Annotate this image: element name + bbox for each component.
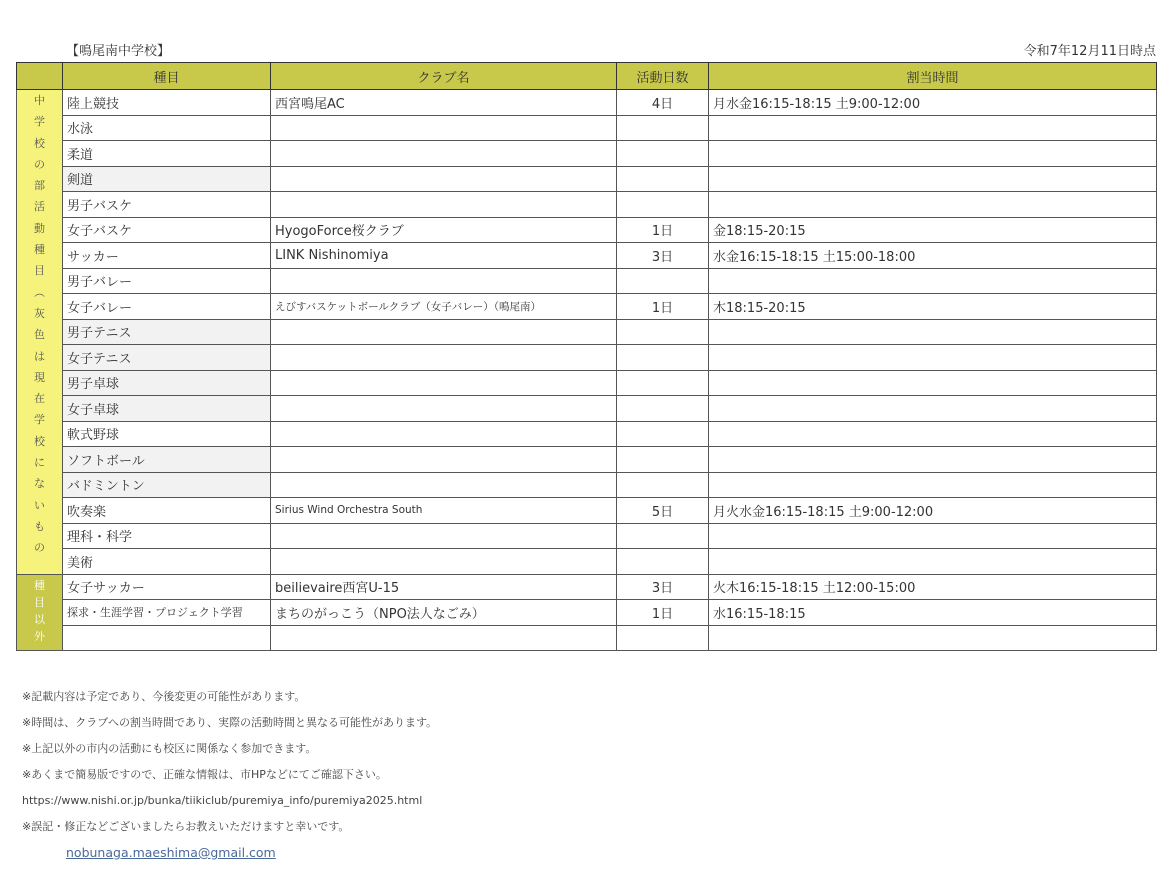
club-sports-side-label: 中 学 校 の 部 活 動 種 目 ︵ 灰 色 は 現 在 学 校 に な い も の	[17, 90, 63, 575]
table-row	[17, 268, 1157, 294]
time-cell	[709, 319, 1157, 345]
note: ※上記以外の市内の活動にも校区に関係なく参加できます。	[22, 742, 317, 755]
days-cell: 1日	[617, 217, 709, 243]
time-cell	[709, 472, 1157, 498]
days-cell	[617, 472, 709, 498]
club-cell: HyogoForce桜クラブ	[271, 217, 617, 243]
sport-cell: 女子バスケ	[63, 217, 271, 243]
time-cell	[709, 523, 1157, 549]
days-cell: 3日	[617, 574, 709, 600]
time-cell: 火木16:15-18:15 土12:00-15:00	[709, 574, 1157, 600]
club-cell	[271, 166, 617, 192]
sport-cell: 陸上競技	[63, 90, 271, 116]
table-row	[17, 396, 1157, 422]
days-cell	[617, 268, 709, 294]
table-row	[17, 625, 1157, 651]
days-cell	[617, 421, 709, 447]
club-cell	[271, 319, 617, 345]
table-row	[17, 600, 1157, 626]
time-cell	[709, 549, 1157, 575]
club-cell	[271, 370, 617, 396]
time-cell: 水16:15-18:15	[709, 600, 1157, 626]
col-header-club: クラブ名	[271, 63, 617, 90]
table-row	[17, 549, 1157, 575]
table-row	[17, 498, 1157, 524]
as-of-date: 令和7年12月11日時点	[1023, 44, 1156, 59]
time-cell	[709, 447, 1157, 473]
time-cell	[709, 421, 1157, 447]
club-cell	[271, 472, 617, 498]
reference-url[interactable]: https://www.nishi.or.jp/bunka/tiikiclub/puremiya_info/puremiya2025.html	[22, 794, 423, 807]
table-row	[17, 447, 1157, 473]
table-row	[17, 294, 1157, 320]
time-cell	[709, 268, 1157, 294]
note: ※時間は、クラブへの割当時間であり、実際の活動時間と異なる可能性があります。	[22, 716, 438, 729]
table-row	[17, 166, 1157, 192]
note: ※記載内容は予定であり、今後変更の可能性があります。	[22, 690, 306, 703]
sport-cell: 軟式野球	[63, 421, 271, 447]
days-cell	[617, 345, 709, 371]
days-cell	[617, 166, 709, 192]
days-cell: 3日	[617, 243, 709, 269]
days-cell	[617, 549, 709, 575]
days-cell: 1日	[617, 600, 709, 626]
club-cell: 西宮鳴尾AC	[271, 90, 617, 116]
sport-cell	[63, 625, 271, 651]
sport-cell: 剣道	[63, 166, 271, 192]
sport-cell: 女子卓球	[63, 396, 271, 422]
table-row	[17, 141, 1157, 167]
school-name: 【鳴尾南中学校】	[66, 44, 171, 59]
sport-cell: サッカー	[63, 243, 271, 269]
days-cell	[617, 192, 709, 218]
time-cell	[709, 625, 1157, 651]
sport-cell: 女子サッカー	[63, 574, 271, 600]
club-cell	[271, 549, 617, 575]
club-cell: えびすバスケットボールクラブ（女子バレー）（鳴尾南）	[271, 294, 617, 320]
corner-cell	[17, 63, 63, 90]
table-row	[17, 115, 1157, 141]
club-cell	[271, 192, 617, 218]
table-row	[17, 421, 1157, 447]
days-cell	[617, 141, 709, 167]
time-cell: 木18:15-20:15	[709, 294, 1157, 320]
days-cell: 5日	[617, 498, 709, 524]
days-cell	[617, 523, 709, 549]
time-cell	[709, 396, 1157, 422]
table-row	[17, 217, 1157, 243]
other-side-label: 種 目 以 外	[17, 574, 63, 651]
sport-cell: 女子バレー	[63, 294, 271, 320]
notes	[22, 684, 437, 866]
sport-cell: 男子バスケ	[63, 192, 271, 218]
club-cell	[271, 421, 617, 447]
table-body	[17, 90, 1157, 651]
col-header-time: 割当時間	[709, 63, 1157, 90]
time-cell	[709, 345, 1157, 371]
days-cell	[617, 447, 709, 473]
days-cell: 4日	[617, 90, 709, 116]
club-cell	[271, 141, 617, 167]
days-cell	[617, 370, 709, 396]
col-header-sport: 種目	[63, 63, 271, 90]
time-cell: 月火水金16:15-18:15 土9:00-12:00	[709, 498, 1157, 524]
club-cell	[271, 345, 617, 371]
sport-cell: 男子卓球	[63, 370, 271, 396]
club-cell	[271, 625, 617, 651]
days-cell: 1日	[617, 294, 709, 320]
club-cell	[271, 396, 617, 422]
club-cell: LINK Nishinomiya	[271, 243, 617, 269]
time-cell	[709, 370, 1157, 396]
time-cell	[709, 141, 1157, 167]
days-cell	[617, 396, 709, 422]
email-link[interactable]: nobunaga.maeshima@gmail.com	[66, 845, 276, 860]
table-row	[17, 370, 1157, 396]
days-cell	[617, 319, 709, 345]
club-table	[16, 62, 1157, 651]
sport-cell: 水泳	[63, 115, 271, 141]
table-row	[17, 90, 1157, 116]
sport-cell: 美術	[63, 549, 271, 575]
club-cell	[271, 115, 617, 141]
sport-cell: 吹奏楽	[63, 498, 271, 524]
note: ※あくまで簡易版ですので、正確な情報は、市HPなどにてご確認下さい。	[22, 768, 387, 781]
time-cell: 水金16:15-18:15 土15:00-18:00	[709, 243, 1157, 269]
sport-cell: バドミントン	[63, 472, 271, 498]
club-cell: beilievaire西宮U-15	[271, 574, 617, 600]
sport-cell: 男子バレー	[63, 268, 271, 294]
club-cell: Sirius Wind Orchestra South	[271, 498, 617, 524]
table-row	[17, 472, 1157, 498]
table-row	[17, 574, 1157, 600]
sport-cell: 探求・生涯学習・プロジェクト学習	[63, 600, 271, 626]
time-cell: 月水金16:15-18:15 土9:00-12:00	[709, 90, 1157, 116]
sport-cell: 男子テニス	[63, 319, 271, 345]
note: ※誤記・修正などございましたらお教えいただけますと幸いです。	[22, 820, 350, 833]
club-cell	[271, 523, 617, 549]
time-cell	[709, 166, 1157, 192]
table-row	[17, 192, 1157, 218]
days-cell	[617, 115, 709, 141]
club-cell	[271, 268, 617, 294]
table-row	[17, 243, 1157, 269]
club-cell: まちのがっこう（NPO法人なごみ）	[271, 600, 617, 626]
header-row	[17, 63, 1157, 90]
club-cell	[271, 447, 617, 473]
col-header-days: 活動日数	[617, 63, 709, 90]
sport-cell: ソフトボール	[63, 447, 271, 473]
sport-cell: 柔道	[63, 141, 271, 167]
table-row	[17, 523, 1157, 549]
time-cell	[709, 115, 1157, 141]
table-row	[17, 345, 1157, 371]
time-cell	[709, 192, 1157, 218]
days-cell	[617, 625, 709, 651]
sport-cell: 女子テニス	[63, 345, 271, 371]
sport-cell: 理科・科学	[63, 523, 271, 549]
table-row	[17, 319, 1157, 345]
time-cell: 金18:15-20:15	[709, 217, 1157, 243]
